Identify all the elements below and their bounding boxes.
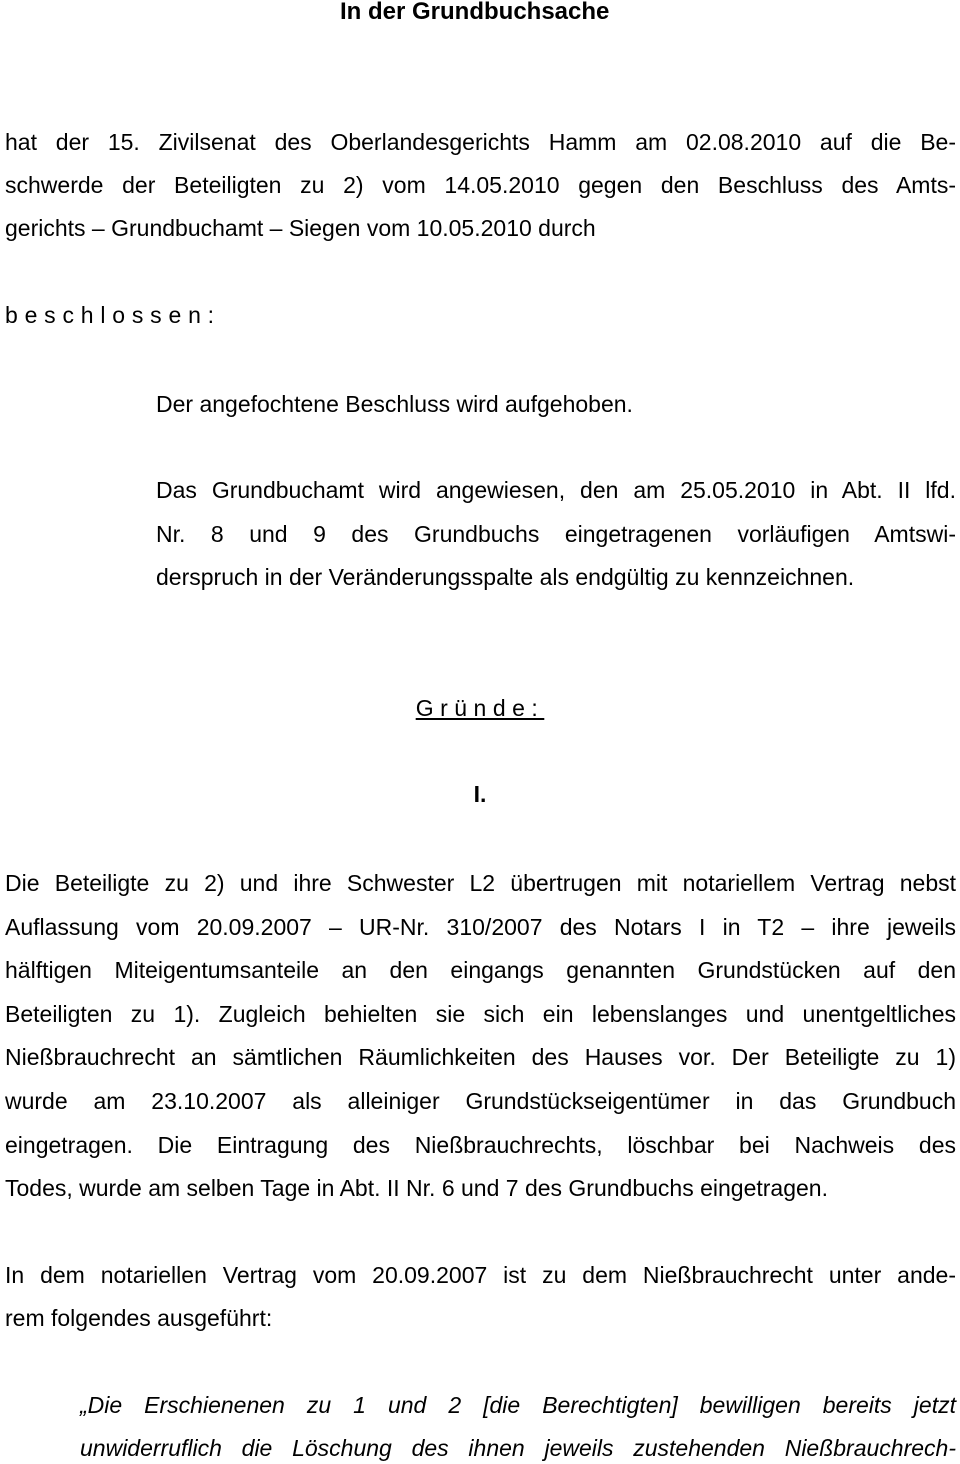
paragraph-1-line-8: Todes, wurde am selben Tage in Abt. II Nr. 6 und 7 des Grundbuchs eingetragen. bbox=[5, 1175, 828, 1201]
decision-2-line-2: Nr. 8 und 9 des Grundbuchs eingetragenen vorläufigen Amtswi- bbox=[156, 521, 956, 547]
decision-2-line-3: derspruch in der Veränderungsspalte als endgültig zu kennzeichnen. bbox=[156, 564, 855, 590]
paragraph-1-line-3: hälftigen Miteigentumsanteile an den eingangs genannten Grundstücken auf den bbox=[5, 957, 956, 983]
paragraph-1-line-6: wurde am 23.10.2007 als alleiniger Grundstückseigentümer in das Grundbuch bbox=[5, 1088, 956, 1114]
paragraph-2-line-1: In dem notariellen Vertrag vom 20.09.2007 ist zu dem Nießbrauchrecht unter ande- bbox=[5, 1262, 956, 1288]
paragraph-1-line-7: eingetragen. Die Eintragung des Nießbrauchrechts, löschbar bei Nachweis des bbox=[5, 1132, 956, 1158]
decision-1: Der angefochtene Beschluss wird aufgehoben. bbox=[156, 391, 633, 417]
intro-line-1: hat der 15. Zivilsenat des Oberlandesgerichts Hamm am 02.08.2010 auf die Be- bbox=[5, 129, 956, 155]
paragraph-1-line-5: Nießbrauchrecht an sämtlichen Räumlichkeiten des Hauses vor. Der Beteiligte zu 1) bbox=[5, 1044, 956, 1070]
beschlossen-label: beschlossen: bbox=[5, 302, 221, 328]
paragraph-2-line-2: rem folgendes ausgeführt: bbox=[5, 1305, 273, 1331]
quote-line-2: unwiderruflich die Löschung des ihnen jeweils zustehenden Nießbrauchrech- bbox=[80, 1435, 956, 1461]
decision-2-line-1: Das Grundbuchamt wird angewiesen, den am 25.05.2010 in Abt. II lfd. bbox=[156, 477, 956, 503]
document-heading: In der Grundbuchsache bbox=[340, 0, 610, 25]
section-number: I. bbox=[473, 781, 487, 807]
gruende-heading: Gründe: bbox=[415, 695, 545, 721]
paragraph-1-line-1: Die Beteiligte zu 2) und ihre Schwester L2 übertrugen mit notariellem Vertrag nebst bbox=[5, 870, 956, 896]
quote-line-1: „Die Erschienenen zu 1 und 2 [die Berechtigten] bewilligen bereits jetzt bbox=[80, 1392, 956, 1418]
paragraph-1-line-2: Auflassung vom 20.09.2007 – UR-Nr. 310/2007 des Notars I in T2 – ihre jeweils bbox=[5, 914, 956, 940]
intro-line-3: gerichts – Grundbuchamt – Siegen vom 10.05.2010 durch bbox=[5, 215, 596, 241]
paragraph-1-line-4: Beteiligten zu 1). Zugleich behielten sie sich ein lebenslanges und unentgeltliches bbox=[5, 1001, 956, 1027]
intro-line-2: schwerde der Beteiligten zu 2) vom 14.05.2010 gegen den Beschluss des Amts- bbox=[5, 172, 956, 198]
